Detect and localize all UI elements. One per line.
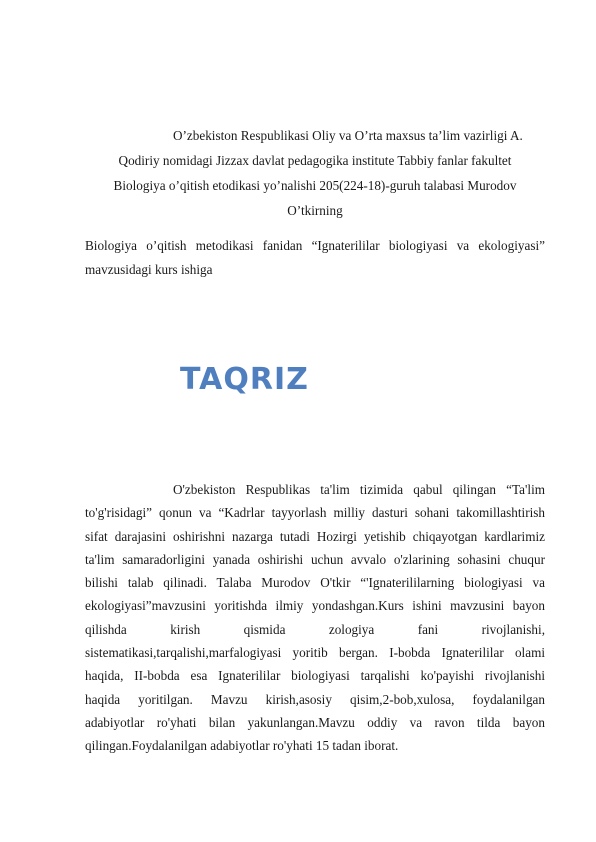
review-line: ta'lim samaradorligini yanada oshirishi uchun avvalo o'zlarining sohasini chuqur <box>85 551 545 567</box>
subject-line-2: mavzusidagi kurs ishiga <box>85 262 213 277</box>
review-line: sistematikasi,tarqalishi,marfalogiyasi yoritib bergan. I-bobda Ignaterililar olami <box>85 645 545 661</box>
review-line: ekologiyasi”mavzusini yoritishda ilmiy yondashgan.Kurs ishini mavzusini bayon <box>85 598 545 614</box>
header-line-student: Biologiya o’qitish etodikasi yo’nalishi 205(224-18)-guruh talabasi Murodov <box>113 178 517 193</box>
review-line: to'g'risidagi” qonun va “Kadrlar tayyorlash milliy dasturi sohani takomillashtirish <box>85 505 545 521</box>
header-line-institute: Qodiriy nomidagi Jizzax davlat pedagogika institute Tabbiy fanlar fakultet <box>118 153 512 168</box>
review-line: sifat darajasini oshirishni nazarga tutadi Hozirgi yetishib chiqayotgan kardlarimiz <box>85 528 545 544</box>
review-line: haqida, II-bobda esa Ignaterililar biologiyasi tarqalishi ko'payishi rivojlanishi <box>85 668 545 684</box>
review-line: qilingan.Foydalanilgan adabiyotlar ro'yhati 15 tadan iborat. <box>85 738 399 754</box>
review-body <box>85 478 545 758</box>
subject-line-1: Biologiya o’qitish metodikasi fanidan “Ignaterililar biologiyasi va ekologiyasi” <box>85 238 545 253</box>
review-line: adabiyotlar ro'yhati bilan yakunlangan.Mavzu oddiy va ravon tilda bayon <box>85 714 545 730</box>
review-line: qilishda kirish qismida zologiya fani rivojlanishi, <box>85 621 545 637</box>
course-work-subject <box>85 234 545 282</box>
review-line: O'zbekiston Respublikas ta'lim tizimida qabul qilingan “Ta'lim <box>173 482 545 497</box>
review-line: haqida yoritilgan. Mavzu kirish,asosiy qisim,2-bob,xulosa, foydalanilgan <box>85 691 545 707</box>
header-line-student-name: O’tkirning <box>287 203 343 218</box>
review-line: bilishi talab qilinadi. Talaba Murodov O'tkir “'Ignaterililarning biologiyasi va <box>85 575 545 591</box>
header-line-ministry: O’zbekiston Respublikasi Oliy va O’rta maxsus ta’lim vazirligi A. <box>173 128 523 143</box>
review-title: TAQRIZ <box>180 362 309 397</box>
institution-header <box>85 123 545 223</box>
